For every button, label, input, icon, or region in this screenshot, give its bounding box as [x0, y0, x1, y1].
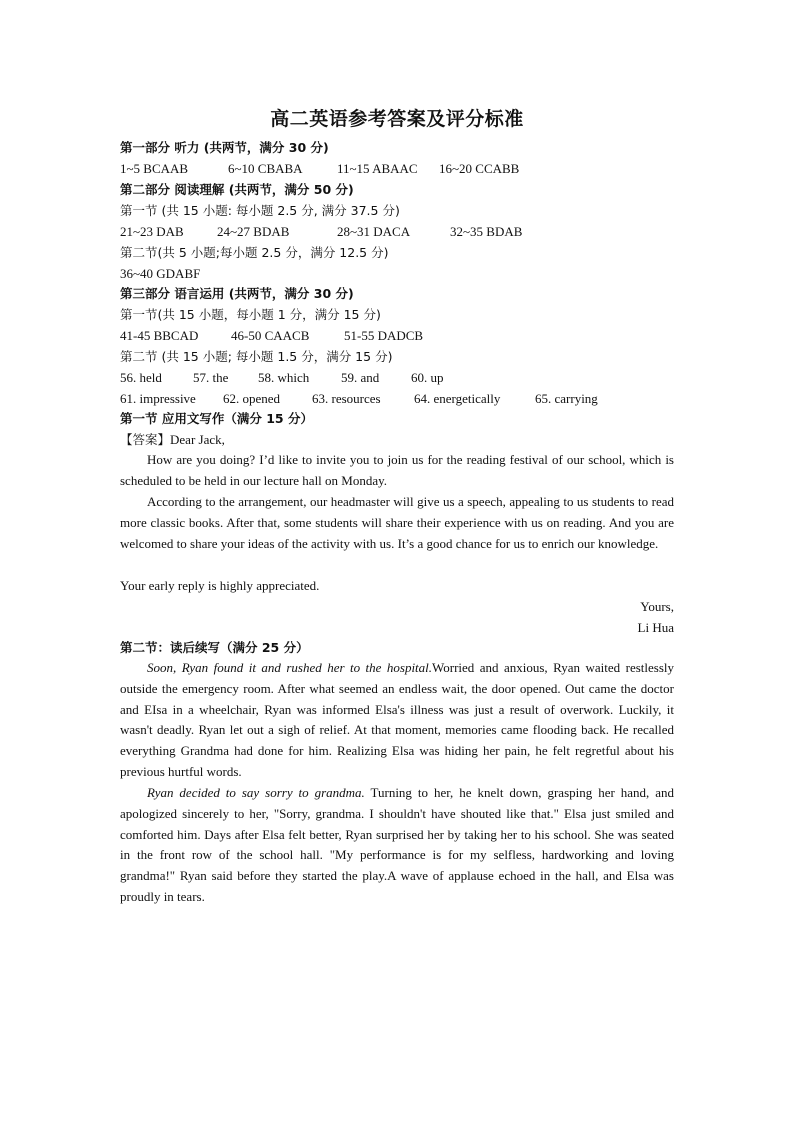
continuation-paragraph-1 [120, 658, 674, 783]
part3-heading: 第三部分 语言运用 (共两节，满分 30 分) [120, 286, 354, 301]
answer-group: 46-50 CAACB [231, 328, 310, 343]
part3-section2-answers-row2 [120, 388, 674, 409]
part1-heading: 第一部分 听力 (共两节，满分 30 分) [120, 140, 329, 155]
answer-item: 56. held [120, 370, 162, 385]
part2-heading: 第二部分 阅读理解 (共两节，满分 50 分) [120, 182, 354, 197]
answer-item: 64. energetically [414, 391, 501, 406]
answer-group: 41-45 BBCAD [120, 328, 199, 343]
letter-paragraph-1: How are you doing? I’d like to invite you to join us for the reading festival of our school, which is scheduled to be held in our lecture hall on Monday. [120, 452, 674, 488]
letter-sign-off: Yours, [640, 599, 674, 614]
continuation-heading: 第二节：读后续写（满分 25 分） [120, 640, 309, 655]
answer-group: 28~31 DACA [337, 224, 411, 239]
answer-item: 59. and [341, 370, 380, 385]
answer-group: 16~20 CCABB [439, 161, 520, 176]
part3-section2-answers-row1 [120, 367, 674, 388]
part3-section1-heading: 第一节(共 15 小题，每小题 1 分，满分 15 分) [120, 307, 381, 322]
writing-heading: 第一节 应用文写作（满分 15 分） [120, 411, 313, 426]
page-title: 高二英语参考答案及评分标准 [270, 108, 524, 130]
answer-item: 63. resources [312, 391, 381, 406]
answer-group: 32~35 BDAB [450, 224, 523, 239]
paragraph-body: Worried and anxious, Ryan waited restlessly outside the emergency room. After what seemed an endless wait, the door opened. Out came the doctor and EIsa in a wheelchair, Ryan was informed Elsa's illness was just a result of overwork. Luckily, it wasn't deadly. Ryan let out a sigh of relief. At that moment, memories came flooding back. He recalled everything Grandma had done for him. Realizing Elsa was hiding her pain, he felt regretful about his previous hurtful words. [120, 660, 674, 779]
part3-section2-heading: 第二节 (共 15 小题; 每小题 1.5 分，满分 15 分) [120, 349, 393, 364]
letter-closing-line: Your early reply is highly appreciated. [120, 578, 320, 593]
answer-group: 11~15 ABAAC [337, 161, 418, 176]
continuation-paragraph-2 [120, 783, 674, 908]
part1-answers-row [120, 158, 674, 179]
answer-group: 1~5 BCAAB [120, 161, 189, 176]
answer-group: 36~40 GDABF [120, 266, 201, 281]
answer-label: 【答案】 [120, 432, 171, 447]
answer-item: 65. carrying [535, 391, 598, 406]
part2-section1-heading: 第一节 (共 15 小题: 每小题 2.5 分, 满分 37.5 分) [120, 203, 400, 218]
answer-group: 6~10 CBABA [228, 161, 303, 176]
answer-item: 62. opened [223, 391, 281, 406]
answer-group: 24~27 BDAB [217, 224, 290, 239]
part2-section2-heading: 第二节(共 5 小题;每小题 2.5 分，满分 12.5 分) [120, 245, 389, 260]
paragraph-body: Turning to her, he knelt down, grasping her hand, and apologized sincerely to her, "Sorry, grandma. I shouldn't have shouted like that." Elsa just smiled and comforted him. Days after Elsa felt better, Ryan surprised her by taking her to his school. She was seated in the front row of the school hall. "My performance is for my selfless, hardworking and loving grandma!" Ryan said before they started the play.A wave of applause echoed in the hall, and Elsa was proudly in tears. [120, 785, 674, 904]
answer-item: 57. the [193, 370, 229, 385]
part3-section1-answers-row [120, 325, 674, 346]
paragraph-lead-sentence: Soon, Ryan found it and rushed her to the hospital. [147, 660, 433, 675]
letter-paragraph-2: According to the arrangement, our headmaster will give us a speech, appealing to us students to read more classic books. After that, some students will share their experience with us on reading. And you are welcomed to share your ideas of the activity with us. It’s a good chance for us to enrich our knowledge. [120, 494, 674, 551]
letter-greeting: Dear Jack, [170, 432, 225, 447]
answer-item: 58. which [258, 370, 310, 385]
letter-greeting-line [120, 429, 225, 450]
answer-group: 21~23 DAB [120, 224, 184, 239]
answer-item: 61. impressive [120, 391, 196, 406]
answer-item: 60. up [411, 370, 444, 385]
part2-section1-answers-row [120, 221, 674, 242]
letter-signature: Li Hua [637, 620, 674, 635]
paragraph-lead-sentence: Ryan decided to say sorry to grandma. [147, 785, 365, 800]
answer-group: 51-55 DADCB [344, 328, 424, 343]
